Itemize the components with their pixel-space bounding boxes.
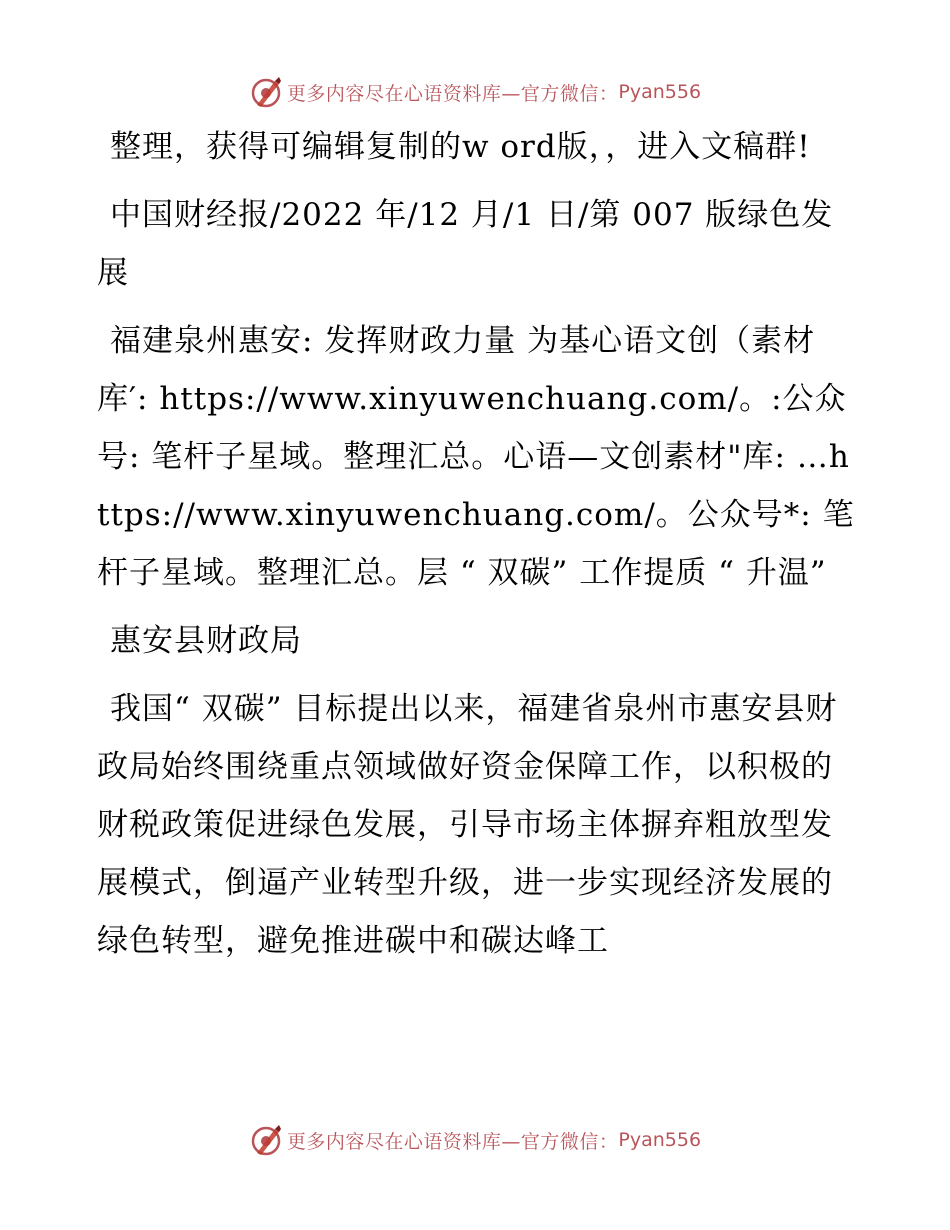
paragraph-source: 中国财经报/2022 年/12 月/1 日/第 007 版绿色发展	[97, 197, 834, 291]
paragraph-title: 福建泉州惠安: 发挥财政力量 为基心语文创（素材库′: https://www.xinyuwenchuang.com/。:公众号: 笔杆子星域。整理汇总。心语—文创素材"库: …https://www.xinyuwenchuang.com/。公众号*: 笔杆子星域。整理汇总。层 “ 双碳” 工作提质 “ 升温”	[97, 323, 855, 591]
watermark-wechat-id: Pyan556	[618, 81, 702, 103]
document-body	[97, 118, 857, 980]
paragraph-author: 惠安县财政局	[110, 623, 302, 659]
watermark-wechat-id: Pyan556	[618, 1129, 702, 1151]
pen-logo-icon	[249, 1123, 283, 1157]
watermark-text: 更多内容尽在心语资料库—官方微信：	[286, 82, 619, 105]
paragraph-body: 我国“ 双碳” 目标提出以来，福建省泉州市惠安县财政局始终围绕重点领域做好资金保障工作，以积极的财税政策促进绿色发展，引导市场主体摒弃粗放型发展模式，倒逼产业转型升级，进一步实现经济发展的绿色转型，避免推进碳中和碳达峰工	[97, 691, 838, 959]
pen-logo-icon	[249, 75, 283, 109]
watermark-text: 更多内容尽在心语资料库—官方微信：	[286, 1130, 619, 1153]
footer-watermark	[0, 1120, 950, 1160]
paragraph-intro: 整理，获得可编辑复制的w ord版，，进入文稿群!	[110, 129, 811, 165]
header-watermark	[0, 72, 950, 112]
